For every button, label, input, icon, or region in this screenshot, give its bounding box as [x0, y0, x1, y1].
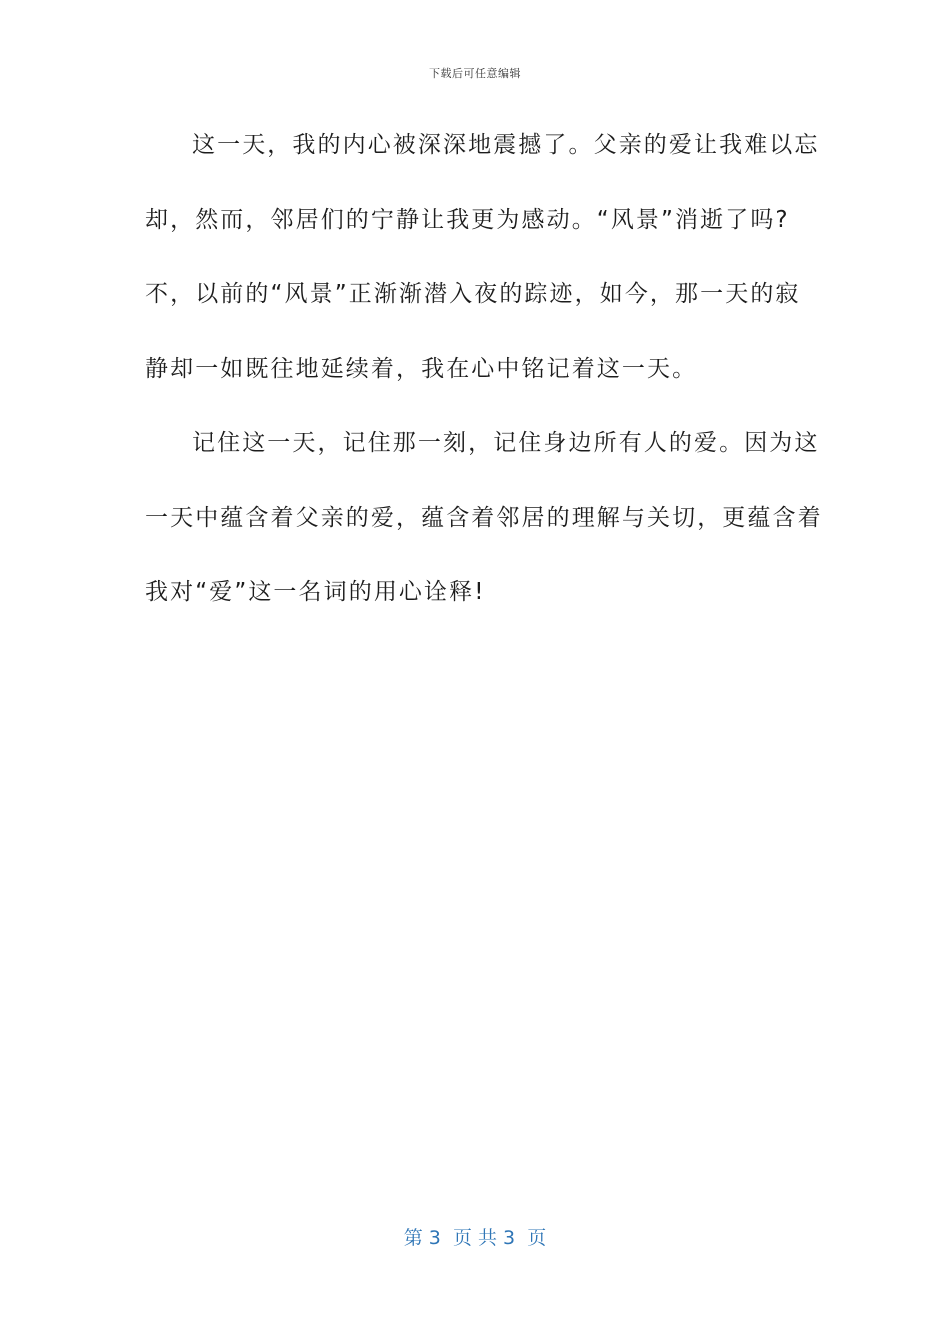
page-number-footer: 第 3 页 共 3 页: [403, 1227, 547, 1249]
paragraph-2-line-1: 记住这一天，记住那一刻，记住身边所有人的爱。因为这: [192, 430, 820, 456]
paragraph-1-line-1: 这一天，我的内心被深深地震撼了。父亲的爱让我难以忘: [192, 132, 820, 158]
page-header: 下载后可任意编辑: [429, 67, 521, 80]
paragraph-2-line-3: 我对“爱”这一名词的用心诠释!: [145, 579, 486, 605]
paragraph-1-line-4: 静却一如既往地延续着，我在心中铭记着这一天。: [145, 355, 698, 382]
paragraph-1-line-3: 不，以前的“风景”正渐渐潜入夜的踪迹，如今，那一天的寂: [145, 281, 801, 307]
paragraph-1-line-2: 却，然而，邻居们的宁静让我更为感动。“风景”消逝了吗?: [145, 206, 790, 233]
paragraph-2-line-2: 一天中蕴含着父亲的爱，蕴含着邻居的理解与关切，更蕴含着: [145, 504, 823, 531]
document-body: [145, 120, 823, 642]
